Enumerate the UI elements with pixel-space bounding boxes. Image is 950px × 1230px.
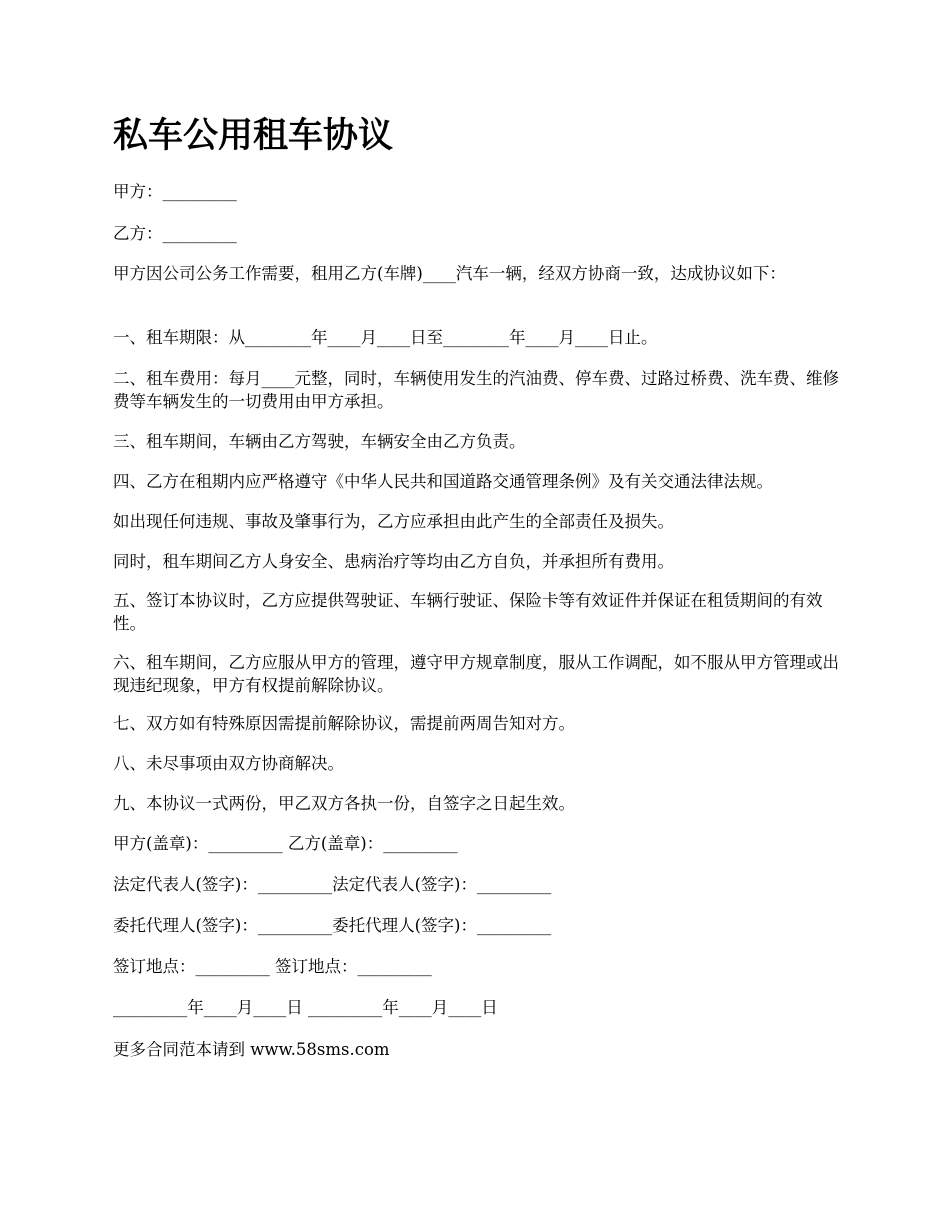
clause-4-violation: 如出现任何违规、事故及肇事行为，乙方应承担由此产生的全部责任及损失。 — [113, 512, 674, 531]
clause-8: 八、未尽事项由双方协商解决。 — [113, 754, 344, 773]
party-b-line: 乙方：_________ — [113, 224, 237, 243]
clause-3: 三、租车期间，车辆由乙方驾驶，车辆安全由乙方负责。 — [113, 432, 526, 451]
footer-note: 更多合同范本请到 www.58sms.com — [113, 1040, 390, 1059]
signature-date-line: _________年____月____日 _________年____月____日 — [113, 998, 498, 1017]
clause-2: 二、租车费用：每月____元整，同时，车辆使用发生的汽油费、停车费、过路过桥费、洗车费、维修费等车辆发生的一切费用由甲方承担。 — [113, 369, 839, 411]
clause-9: 九、本协议一式两份，甲乙双方各执一份，自签字之日起生效。 — [113, 794, 575, 813]
clause-4: 四、乙方在租期内应严格遵守《中华人民共和国道路交通管理条例》及有关交通法律法规。 — [113, 472, 773, 491]
clause-1: 一、租车期限：从________年____月____日至________年____月____日止。 — [113, 328, 658, 347]
signature-legal-rep-line: 法定代表人(签字)：_________法定代表人(签字)：_________ — [113, 875, 552, 894]
clause-6: 六、租车期间，乙方应服从甲方的管理，遵守甲方规章制度，服从工作调配，如不服从甲方管理或出现违纪现象，甲方有权提前解除协议。 — [113, 653, 839, 695]
intro-paragraph: 甲方因公司公务工作需要，租用乙方(车牌)____汽车一辆，经双方协商一致，达成协议如下： — [113, 264, 786, 283]
signature-place-line: 签订地点：_________ 签订地点：_________ — [113, 957, 432, 976]
clause-4-safety: 同时，租车期间乙方人身安全、患病治疗等均由乙方自负，并承担所有费用。 — [113, 552, 674, 571]
clause-7: 七、双方如有特殊原因需提前解除协议，需提前两周告知对方。 — [113, 714, 575, 733]
signature-seal-line: 甲方(盖章)：_________ 乙方(盖章)：_________ — [113, 834, 458, 853]
clause-5: 五、签订本协议时，乙方应提供驾驶证、车辆行驶证、保险卡等有效证件并保证在租赁期间的有效性。 — [113, 591, 823, 633]
document-title: 私车公用租车协议 — [113, 115, 394, 156]
party-a-line: 甲方：_________ — [113, 182, 237, 201]
signature-agent-line: 委托代理人(签字)：_________委托代理人(签字)：_________ — [113, 916, 552, 935]
